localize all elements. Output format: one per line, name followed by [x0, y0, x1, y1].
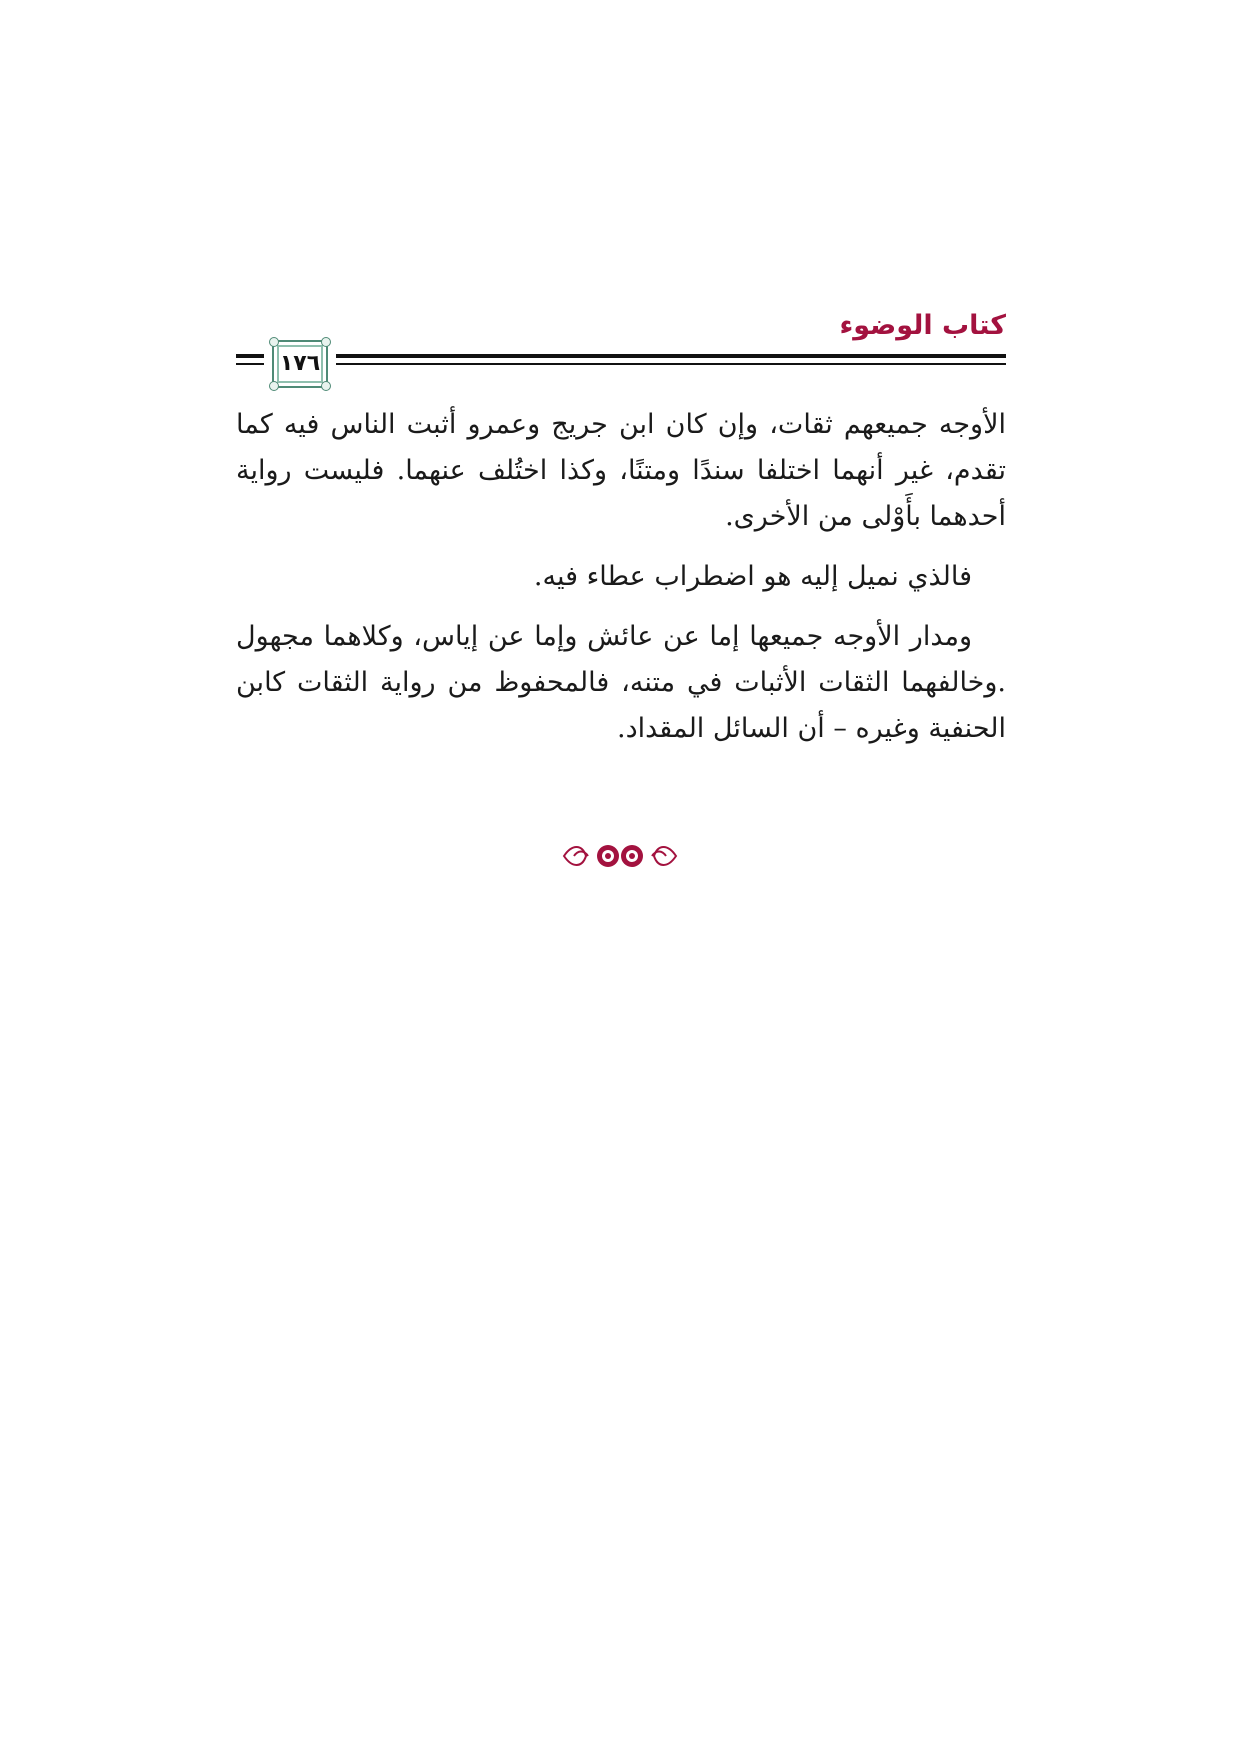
page-number: ١٧٦: [279, 351, 321, 376]
frame-corner-ornament-icon: [269, 381, 279, 391]
running-title: كتاب الوضوء: [839, 310, 1006, 341]
frame-corner-ornament-icon: [269, 337, 279, 347]
paragraph: ومدار الأوجه جميعها إما عن عائش وإما عن إياس، وكلاهما مجهول .وخالفهما الثقات الأثبات في متنه، فالمحفوظ من رواية الثقات كابن الحنفية وغيره – أن السائل المقداد.: [236, 621, 1006, 744]
paragraph: فالذي نميل إليه هو اضطراب عطاء فيه.: [533, 561, 972, 592]
frame-corner-ornament-icon: [321, 381, 331, 391]
header-rule-stub: [236, 354, 262, 367]
page-header: [236, 310, 1006, 390]
paragraph: الأوجه جميعهم ثقات، وإن كان ابن جريج وعمرو أثبت الناس فيه كما تقدم، غير أنهما اختلفا سندًا ومتنًا، وكذا اختُلف عنهما. فليست رواية أحدهما بأَوْلى من الأخرى.: [236, 409, 1006, 532]
section-end-ornament-icon: [560, 836, 680, 876]
frame-corner-ornament-icon: [321, 337, 331, 347]
page-number-frame: [272, 340, 328, 388]
body-text: [236, 402, 1006, 766]
header-rule: [236, 354, 1006, 367]
